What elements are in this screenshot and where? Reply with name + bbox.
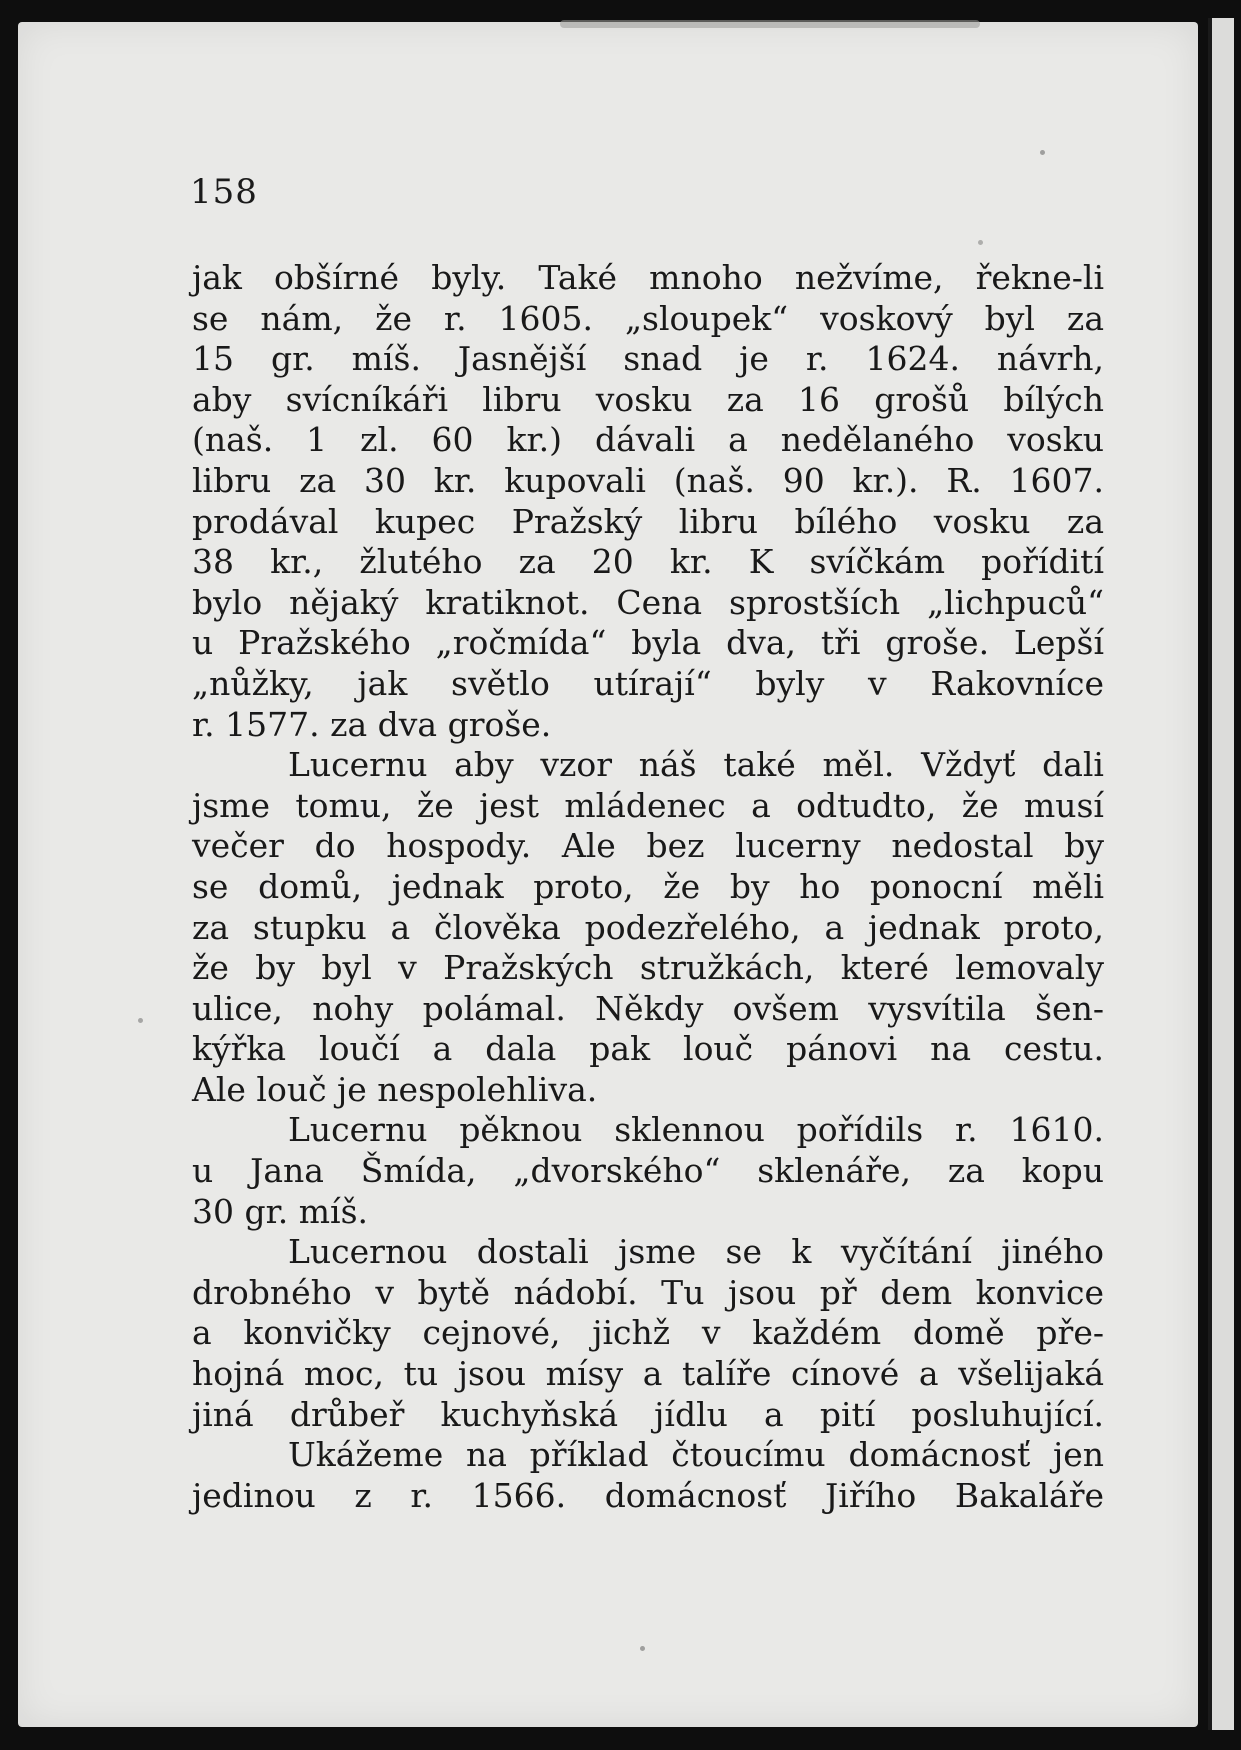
text-line: drobného v bytě nádobí. Tu jsou př dem konvice xyxy=(192,1272,1104,1312)
text-line: „nůžky, jak světlo utírají“ byly v Rakovníce xyxy=(192,663,1104,703)
text-line: Lucernu aby vzor náš také měl. Vždyť dali xyxy=(288,745,1104,785)
text-line: jiná drůbeř kuchyňská jídlu a pití posluhující. xyxy=(192,1394,1104,1434)
text-line: Lucernu pěknou sklennou pořídils r. 1610. xyxy=(288,1110,1104,1150)
page-number: 158 xyxy=(190,172,258,212)
speck xyxy=(978,240,983,245)
text-line: bylo nějaký kratiknot. Cena sprostších „lichpuců“ xyxy=(192,582,1104,622)
text-line: kýřka loučí a dala pak louč pánovi na cestu. xyxy=(192,1029,1104,1069)
text-line: Ale louč je nespolehliva. xyxy=(192,1069,598,1109)
text-line: za stupku a člověka podezřelého, a jednak proto, xyxy=(192,907,1104,947)
text-line: Ukážeme na příklad čtoucímu domácnosť jen xyxy=(288,1435,1104,1475)
text-line: r. 1577. za dva groše. xyxy=(192,704,552,744)
text-line: jsme tomu, že jest mládenec a odtudto, že musí xyxy=(192,785,1104,825)
text-line: u Jana Šmída, „dvorského“ sklenáře, za kopu xyxy=(192,1151,1104,1191)
text-line: jedinou z r. 1566. domácnosť Jiřího Bakaláře xyxy=(192,1475,1104,1515)
text-line: prodával kupec Pražský libru bílého vosku za xyxy=(192,501,1104,541)
text-line: (naš. 1 zl. 60 kr.) dávali a nedělaného vosku xyxy=(192,420,1104,460)
text-line: se domů, jednak proto, že by ho ponocní měli xyxy=(192,866,1104,906)
adjacent-page-edge xyxy=(1212,18,1234,1730)
text-line: večer do hospody. Ale bez lucerny nedostal by xyxy=(192,826,1104,866)
text-line: jak obšírné byly. Také mnoho nežvíme, řekne-li xyxy=(192,258,1104,297)
text-line: 38 kr., žlutého za 20 kr. K svíčkám pořídití xyxy=(192,542,1104,582)
speck xyxy=(1040,150,1045,155)
text-line: se nám, že r. 1605. „sloupek“ voskový byl za xyxy=(192,298,1104,338)
text-line: 15 gr. míš. Jasnější snad je r. 1624. návrh, xyxy=(192,339,1104,379)
text-line: a konvičky cejnové, jichž v každém domě pře- xyxy=(192,1313,1104,1353)
text-line: 30 gr. míš. xyxy=(192,1191,369,1231)
text-line: u Pražského „ročmída“ byla dva, tři groše. Lepší xyxy=(192,623,1104,663)
text-line: libru za 30 kr. kupovali (naš. 90 kr.). R. 1607. xyxy=(192,460,1104,500)
speck xyxy=(138,1018,143,1023)
speck xyxy=(640,1646,645,1651)
top-smudge xyxy=(560,20,980,28)
body-text xyxy=(192,258,1104,1516)
text-line: Lucernou dostali jsme se k vyčítání jiného xyxy=(288,1232,1104,1272)
text-line: že by byl v Pražských stružkách, které lemovaly xyxy=(192,948,1104,988)
text-line: aby svícníkáři libru vosku za 16 grošů bílých xyxy=(192,379,1104,419)
text-line: hojná moc, tu jsou mísy a talíře cínové a všelijaká xyxy=(192,1354,1104,1394)
text-line: ulice, nohy polámal. Někdy ovšem vysvítila šen- xyxy=(192,988,1104,1028)
